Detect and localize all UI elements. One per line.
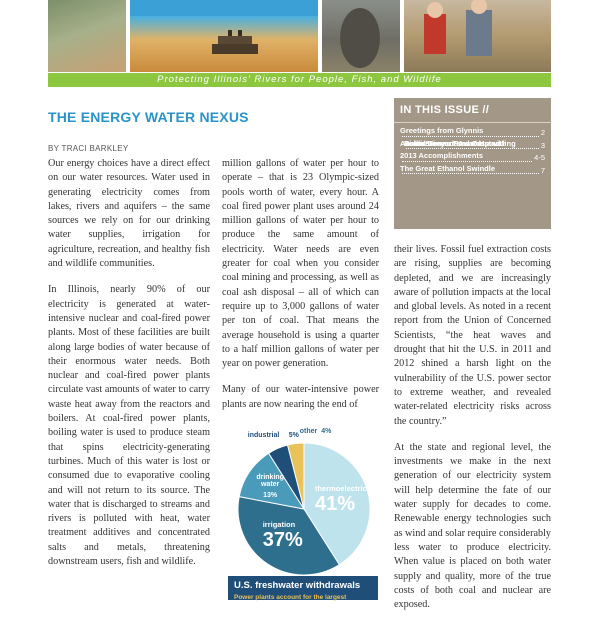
paragraph: Many of our water-intensive power plants are now nearing the end of [222,384,379,410]
pie-chart-svg [222,423,384,600]
slice-category-label: drinking water [256,473,284,488]
slice-value-label: 37% [262,529,303,552]
contents-item-label: Greetings from Glynnis [400,126,484,135]
sidebar-contents-item [400,165,545,178]
photo-strip [48,0,551,72]
paragraph: Our energy choices have a direct effect on our water resources. Water used in generating electricity comes from lakes, rivers and aquifers – the same sources we rely on for our drinking water supplies, irrigation for agriculture, recreation, and healthy fish and wildlife communities. [48,158,210,270]
paragraph: In Illinois, nearly 90% of our electricity is generated at water-intensive nuclear and coal-fired power plants. Most of these facilities are built along large bodies of water because of their enormous water needs. Both nuclear and coal-fired power plants circulate vast amounts of water to carry waste heat away from the reactors and boilers. At coal-fired power plants, boiling water is used to produce steam that spins electricity-generating turbines. Much of this water is lost or consumed due to evaporative cooling and will not return to its source. The water that is discharged to streams and rivers is polluted with heat, water treatment additives and concentrated salts and metals, threatening downstream users, fish and wildlife. [48,284,210,568]
contents-item-page: 7 [540,165,545,175]
sidebar-divider [394,122,551,123]
contents-item-label: 2013 Accomplishments [400,151,484,160]
paragraph: their lives. Fossil fuel extraction costs are rising, supplies are becoming depleted, and we are increasingly aware of pollution impacts at the local and global levels. As noted in a recent report from the Union of Concerned Scientists, “the heat waves and drought that hit the U.S. in 2011 and 2012 shined a harsh light on the vulnerability of the U.S. power sector to extreme weather, and revealed water-related electricity risks across the country.” [394,244,551,427]
article-byline: BY TRACI BARKLEY [48,144,129,153]
riverboat-photo [130,0,318,72]
slice-category-label: industrial [247,432,280,440]
article-title: THE ENERGY WATER NEXUS [48,109,249,125]
slice-category-label: thermoelectric [314,484,367,494]
child-in-life-jacket-photo [48,0,126,72]
article-column-1 [48,157,210,581]
slice-value-label: 5% [288,432,299,440]
freshwater-withdrawals-chart [222,423,384,600]
animal-photo [322,0,400,72]
contents-item-label: Dollarcracy [404,138,445,148]
sidebar-contents-item [400,152,545,165]
paragraph: At the state and regional level, the investments we make in the next generation of our electricity system will help determine the fate of our water supply for decades to come. Renewable energy technologies such as wind and solar require considerably less water to produce electricity. When value is placed on both water supply and quality, more of the true costs of both coal and nuclear are exposed. [394,441,552,611]
article-column-3 [394,243,551,624]
contents-item-label: The Great Ethanol Swindle [400,163,496,173]
slice-category-label: irrigation [262,520,296,530]
chart-title: U.S. freshwater withdrawals [234,580,361,591]
sidebar-contents-item [400,127,545,140]
children-walking-photo [404,0,551,72]
sidebar-contents-list: Greetings from Glynnis 2 Annual Dinner Round Up with River Steward and Outstanding Public Servant Awards and Dollarcracy 3 2013 Accomplishments 4-5 The Great Ethanol Swindle 7 [394,127,551,177]
slice-category-label: other [299,427,318,435]
sidebar-title: IN THIS ISSUE // [400,104,490,116]
in-this-issue-sidebar [394,98,551,229]
slice-value-label: 13% [263,491,278,499]
paragraph: million gallons of water per hour to operate – that is 23 Olympic-sized pools worth of water, every hour. A coal fired power plant uses around 24 million gallons of water per hour to produce the same amount of electricity. Water needs are even greater for coal when you consider coal mining and processing, as well as coal ash disposal – all of which can require up to 3,000 gallons of water per ton of coal. That means the average household is using a quarter to a half million gallons of water per year on power generation. [222,158,379,370]
chart-subtitle: Power plants account for the largest [234,594,347,601]
contents-item-page: 2 [540,128,545,137]
tagline-banner: Protecting Illinois' Rivers for People, Fish, and Wildlife [48,73,551,87]
contents-item-page: 4-5 [534,153,545,162]
article-column-2 [222,157,379,424]
slice-value-label: 41% [314,493,355,516]
slice-value-label: 4% [321,427,332,435]
contents-item-page: 3 [540,140,545,150]
